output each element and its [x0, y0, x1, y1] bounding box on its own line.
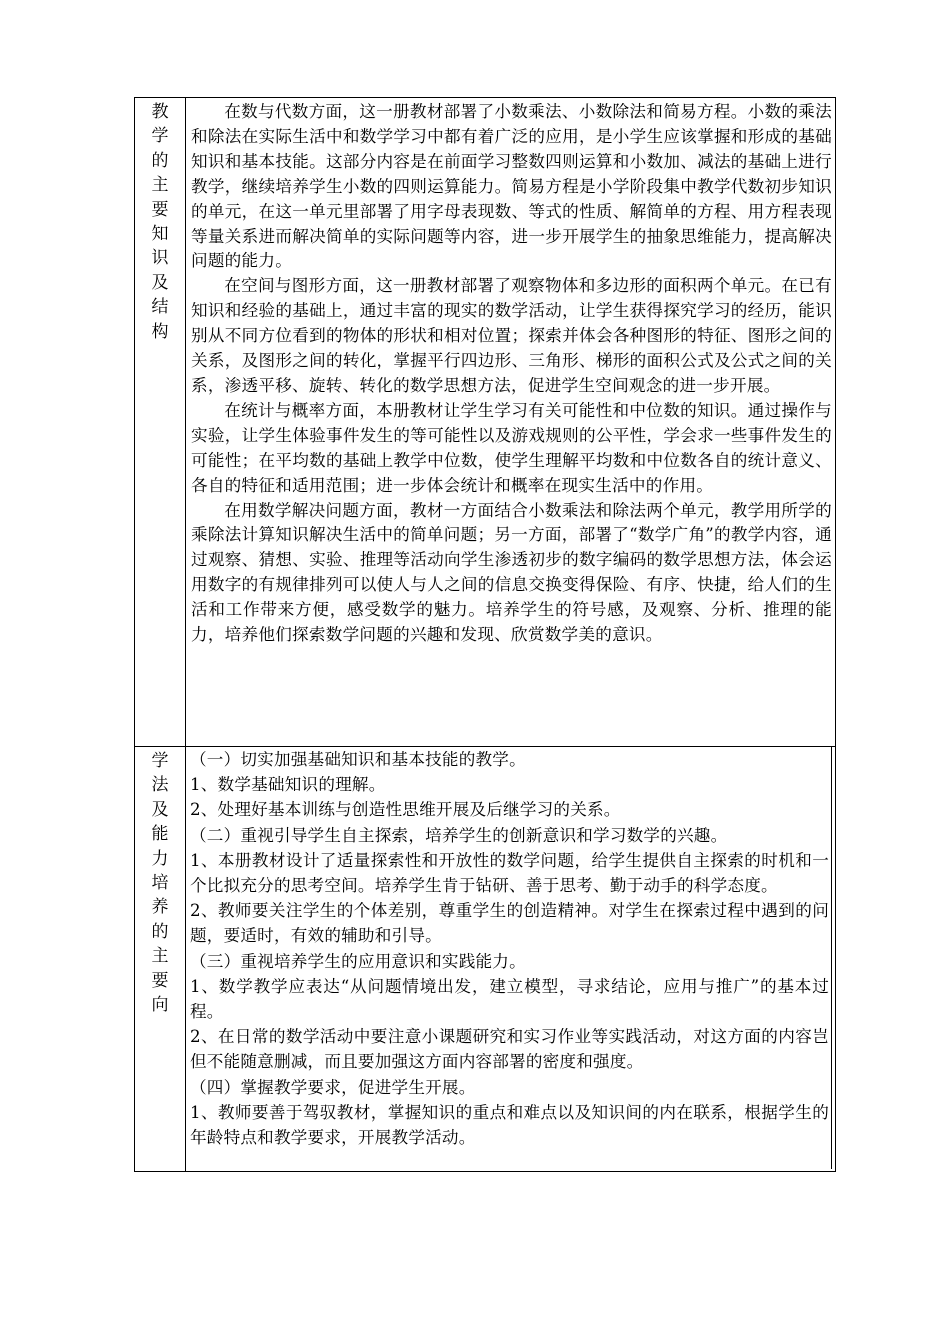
row-label-learning-methods: 学法及能力培养的主要向 [151, 751, 169, 1016]
list-item: （四）掌握教学要求，促进学生开展。 [190, 1077, 476, 1097]
list-item: 2、在日常的数学活动中要注意小课题研究和实习作业等实践活动，对这方面的内容岂但不能随意删减，而且要加强这方面内容部署的密度和强度。 [190, 1027, 829, 1072]
paragraph-number-algebra: 在数与代数方面，这一册教材部署了小数乘法、小数除法和简易方程。小数的乘法和除法在实际生活中和数学学习中都有着广泛的应用，是小学生应该掌握和形成的基础知识和基本技能。这部分内容是在前面学习整数四则运算和小数加、减法的基础上进行教学，继续培养学生小数的四则运算能力。简易方程是小学阶段集中教学代数初步知识的单元，在这一单元里部署了用字母表现数、等式的性质、解简单的方程、用方程表现等量关系进而解决简单的实际问题等内容，进一步开展学生的抽象思维能力，提高解决问题的能力。 [191, 102, 832, 271]
list-item: 2、处理好基本训练与创造性思维开展及后继学习的关系。 [190, 800, 621, 820]
row-label-cell [135, 747, 186, 1172]
table-row-learning-methods [135, 747, 836, 1172]
row-label-knowledge-structure: 教学的主要知识及结构 [151, 102, 169, 342]
list-item: （二）重视引导学生自主探索，培养学生的创新意识和学习数学的兴趣。 [190, 825, 728, 845]
table-row-knowledge-structure [135, 98, 836, 747]
list-item: 1、教师要善于驾驭教材，掌握知识的重点和难点以及知识间的内在联系，根据学生的年龄特点和教学要求，开展教学活动。 [190, 1102, 829, 1148]
paragraph-space-geometry: 在空间与图形方面，这一册教材部署了观察物体和多边形的面积两个单元。在已有知识和经验的基础上，通过丰富的现实的数学活动，让学生获得探究学习的经历，能识别从不同方位看到的物体的形状和相对位置；探索并体会各种图形的特征、图形之间的关系，及图形之间的转化，掌握平行四边形、三角形、梯形的面积公式及公式之间的关系，渗透平移、旋转、转化的数学思想方法，促进学生空间观念的进一步开展。 [191, 276, 832, 395]
list-item: （三）重视培养学生的应用意识和实践能力。 [190, 951, 526, 971]
row-label-cell [135, 98, 186, 747]
list-item: 2、教师要关注学生的个体差别，尊重学生的创造精神。对学生在探索过程中遇到的问题，要适时，有效的辅助和引导。 [190, 901, 829, 946]
paragraph-problem-solving: 在用数学解决问题方面，教材一方面结合小数乘法和除法两个单元，教学用所学的乘除法计算知识解决生活中的简单问题；另一方面，部署了“数学广角”的教学内容，通过观察、猜想、实验、推理等活动向学生渗透初步的数字编码的数学思想方法，体会运用数字的有规律排列可以使人与人之间的信息交换变得保险、有序、快捷，给人们的生活和工作带来方便，感受数学的魅力。培养学生的符号感，及观察、分析、推理的能力，培养他们探索数学问题的兴趣和发现、欣赏数学美的意识。 [191, 500, 832, 645]
list-item: 1、数学基础知识的理解。 [190, 775, 386, 795]
list-item: （一）切实加强基础知识和基本技能的教学。 [190, 750, 526, 769]
paragraph-statistics-probability: 在统计与概率方面，本册教材让学生学习有关可能性和中位数的知识。通过操作与实验，让学生体验事件发生的等可能性以及游戏规则的公平性，学会求一些事件发生的可能性；在平均数的基础上教学中位数，使学生理解平均数和中位数各自的统计意义、各自的特征和适用范围；进一步体会统计和概率在现实生活中的作用。 [191, 400, 832, 495]
document-table [134, 97, 836, 1172]
list-item: 1、本册教材设计了适量探索性和开放性的数学问题，给学生提供自主探索的时机和一个比拟充分的思考空间。培养学生肯于钻研、善于思考、勤于动手的科学态度。 [190, 850, 829, 896]
inner-bordered-box [185, 747, 832, 1169]
content-cell-learning-methods [186, 747, 836, 1172]
content-cell-knowledge-structure [186, 98, 836, 747]
list-item: 1、数学教学应表达“从问题情境出发，建立模型，寻求结论，应用与推广”的基本过程。 [190, 976, 829, 1022]
